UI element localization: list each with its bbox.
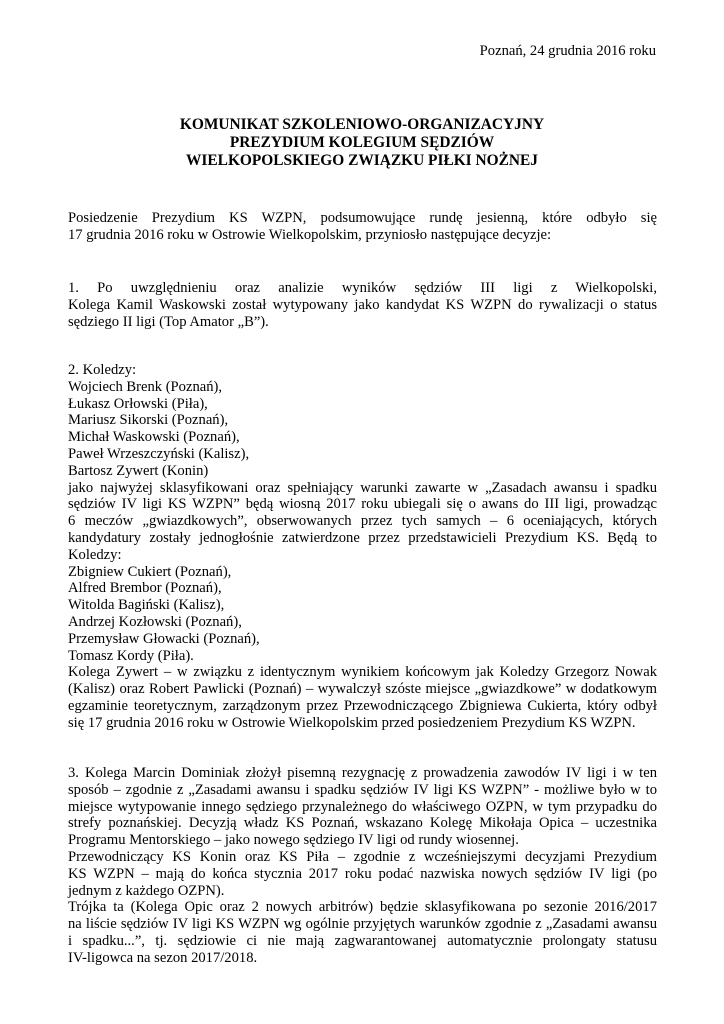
list-item: Paweł Wrzeszczyński (Kalisz), — [68, 445, 250, 462]
list-item: Przemysław Głowacki (Poznań), — [68, 630, 260, 647]
text-line: 3. Kolega Marcin Dominiak złożył pisemną rezygnację z prowadzenia zawodów IV ligi i w ten — [68, 765, 657, 781]
intro-paragraph — [68, 210, 657, 244]
text-line: Trójka ta (Kolega Opic oraz 2 nowych arbitrów) będzie sklasyfikowana po sezonie 2016/2017 — [68, 899, 657, 916]
list-item: Zbigniew Cukiert (Poznań), — [68, 563, 232, 580]
text-line: KS WZPN – mają do końca stycznia 2017 roku podać nazwiska nowych sędziów IV ligi (po — [68, 865, 657, 882]
text-line: Koledzy: — [68, 546, 122, 563]
text-line: sposób – zgodnie z „Zasadami awansu i spadku sędziów IV ligi KS WZPN” - możliwe było w to — [68, 781, 657, 798]
section-2 — [68, 362, 657, 732]
list-item: Michał Waskowski (Poznań), — [68, 429, 240, 446]
list-item: Tomasz Kordy (Piła). — [68, 647, 194, 664]
title-line: WIELKOPOLSKIEGO ZWIĄZKU PIŁKI NOŻNEJ — [186, 152, 538, 170]
section-3 — [68, 765, 657, 967]
title-line: PREZYDIUM KOLEGIUM SĘDZIÓW — [229, 134, 495, 152]
list-item: Łukasz Orłowski (Piła), — [68, 395, 208, 412]
text-line: sędziów IV ligi KS WZPN” będą wiosną 2017 roku ubiegali się o awans do III ligi, prowadząc — [68, 496, 657, 513]
text-line: IV-ligowca na sezon 2017/2018. — [68, 949, 258, 966]
text-line: Kolega Zywert – w związku z identycznym wynikiem końcowym jak Koledzy Grzegorz Nowak — [68, 664, 657, 681]
text-line: jednym z każdego OZPN). — [68, 882, 225, 899]
text-line: Programu Mentorskiego – jako nowego sędziego IV ligi od rundy wiosennej. — [68, 832, 519, 849]
list-item: Andrzej Kozłowski (Poznań), — [68, 613, 242, 630]
list-item: Witolda Bagiński (Kalisz), — [68, 597, 225, 614]
text-line: Przewodniczący KS Konin oraz KS Piła – zgodnie z wcześniejszymi decyzjami Prezydium — [68, 848, 657, 865]
date-line: Poznań, 24 grudnia 2016 roku — [479, 43, 656, 59]
section-2-heading: 2. Koledzy: — [68, 362, 137, 378]
text-line: miejsce wytypowanie innego sędziego przynależnego do właściwego OZPN, w tym przypadku do — [68, 798, 657, 815]
list-item: Bartosz Zywert (Konin) — [68, 462, 209, 479]
text-line: na liście sędziów IV ligi KS WZPN wg ogólnie przyjętych warunków zgodnie z „Zasadami awansu — [68, 916, 657, 933]
text-line: 6 meczów „gwiazdkowych”, obserwowanych przez tych samych – 6 oceniających, których — [68, 513, 657, 530]
text-line: się 17 grudnia 2016 roku w Ostrowie Wielkopolskim przed posiedzeniem Prezydium KS WZPN. — [68, 714, 636, 731]
text-line: strefy poznańskiej. Decyzją władz KS Poznań, wskazano Kolegę Mikołaja Opica – uczestnika — [68, 815, 657, 832]
list-item: Wojciech Brenk (Poznań), — [68, 378, 223, 395]
list-item: Mariusz Sikorski (Poznań), — [68, 412, 229, 429]
text-line: 1. Po uwzględnieniu oraz analizie wyników sędziów III ligi z Wielkopolski, — [68, 280, 657, 296]
section-1 — [68, 280, 657, 330]
text-line: Posiedzenie Prezydium KS WZPN, podsumowujące rundę jesienną, które odbyło się — [68, 210, 657, 226]
title-line: KOMUNIKAT SZKOLENIOWO-ORGANIZACYJNY — [179, 116, 545, 133]
text-line: 17 grudnia 2016 roku w Ostrowie Wielkopolskim, przyniosło następujące decyzje: — [68, 226, 552, 243]
text-line: i spadku...”, tj. sędziowie ci nie mają zagwarantowanej automatycznie prolongaty statusu — [68, 932, 657, 949]
text-line: (Kalisz) oraz Robert Pawlicki (Poznań) – wywalczył szóste miejsce „gwiazdkowe” w dodatkowym — [68, 681, 657, 698]
text-line: egzaminie teoretycznym, zarządzonym przez Przewodniczącego Zbigniewa Cukierta, który odbył — [68, 697, 657, 714]
text-line: kandydatury zostały jednogłośnie zatwierdzone przez przedstawicieli Prezydium KS. Będą to — [68, 529, 657, 546]
text-line: jako najwyżej sklasyfikowani oraz spełniający warunki zawarte w „Zasadach awansu i spadku — [68, 479, 657, 496]
text-line: sędziego II ligi (Top Amator „B”). — [68, 313, 269, 330]
list-item: Alfred Brembor (Poznań), — [68, 580, 222, 597]
text-line: Kolega Kamil Waskowski został wytypowany jako kandydat KS WZPN do rywalizacji o status — [68, 296, 657, 313]
document-title — [68, 116, 656, 171]
